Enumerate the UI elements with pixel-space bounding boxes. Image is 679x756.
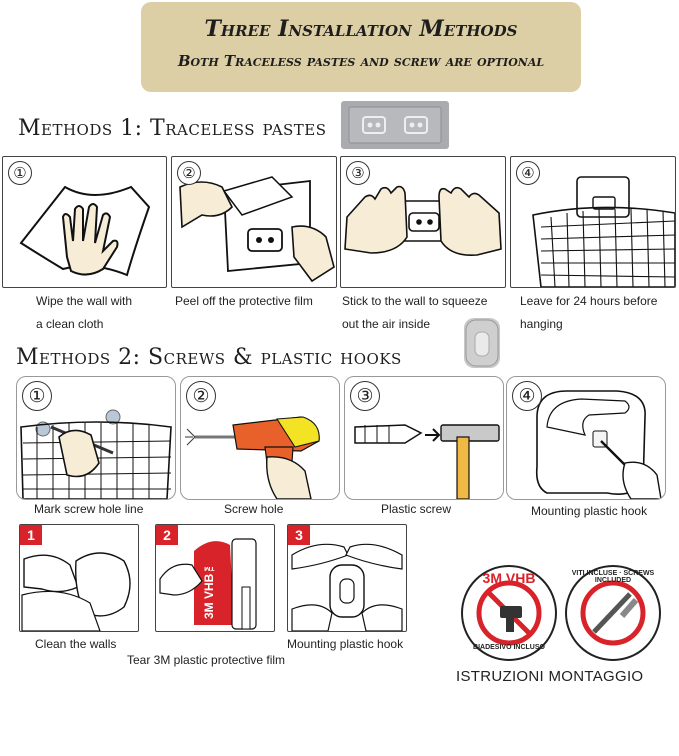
traceless-paste-image	[341, 101, 449, 149]
screws-included-badge	[564, 564, 662, 662]
method1-step3-caption-line1: Stick to the wall to squeeze	[342, 294, 488, 308]
badge-right-ring-text: VITI INCLUSE · SCREWS INCLUDED	[571, 570, 655, 584]
method1-step1-panel	[2, 156, 167, 288]
step-number: ④	[516, 161, 540, 185]
method1-step4-caption-line2: hanging	[520, 317, 563, 331]
step-number: ②	[177, 161, 201, 185]
method2-step1-caption: Mark screw hole line	[34, 502, 144, 516]
plastic-hook-image	[464, 318, 500, 368]
tape-step2-caption: Tear 3M plastic protective film	[127, 653, 286, 667]
tape-step1-panel	[19, 524, 139, 632]
instructions-label: ISTRUZIONI MONTAGGIO	[456, 668, 644, 685]
step-number: 2	[156, 525, 178, 545]
step-number: 3	[288, 525, 310, 545]
step-number: 1	[20, 525, 42, 545]
method1-step2-caption: Peel off the protective film	[175, 294, 313, 308]
step-number: ④	[512, 381, 542, 411]
tape-step2-panel	[155, 524, 275, 632]
tape-label: 3M VHB™	[202, 559, 216, 619]
method2-step4-caption: Mounting plastic hook	[531, 504, 648, 518]
badge-left-ring-text: BIADESIVO INCLUSO	[473, 644, 545, 651]
page-title: Three Installation Methods	[204, 16, 518, 42]
method1-step3-panel	[340, 156, 506, 288]
method2-step2-panel	[180, 376, 340, 500]
step-number: ③	[350, 381, 380, 411]
method1-step4-caption-line1: Leave for 24 hours before	[520, 294, 658, 308]
method1-step2-panel	[171, 156, 337, 288]
page-subtitle: Both Traceless pastes and screw are optional	[177, 52, 545, 70]
method1-step1-caption-line2: a clean cloth	[36, 317, 104, 331]
tape-step3-panel	[287, 524, 407, 632]
method1-step4-panel	[510, 156, 676, 288]
step-number: ③	[346, 161, 370, 185]
method2-step2-caption: Screw hole	[224, 502, 284, 516]
method2-step1-panel	[16, 376, 176, 500]
badge-3m-vhb: 3M VHB	[482, 570, 536, 586]
method2-step3-caption: Plastic screw	[381, 502, 452, 516]
method2-step4-panel	[506, 376, 666, 500]
header-banner	[141, 2, 581, 92]
tape-step1-caption: Clean the walls	[35, 637, 117, 651]
tape-included-badge	[460, 564, 558, 662]
method1-title: Methods 1: Traceless pastes	[18, 116, 327, 141]
tape-step3-caption: Mounting plastic hook	[287, 637, 404, 651]
method1-step1-caption-line1: Wipe the wall with	[36, 294, 133, 308]
method1-step3-caption-line2: out the air inside	[342, 317, 431, 331]
method2-step3-panel	[344, 376, 504, 500]
step-number: ②	[186, 381, 216, 411]
step-number: ①	[22, 381, 52, 411]
step-number: ①	[8, 161, 32, 185]
method2-title: Methods 2: Screws & plastic hooks	[16, 345, 402, 370]
